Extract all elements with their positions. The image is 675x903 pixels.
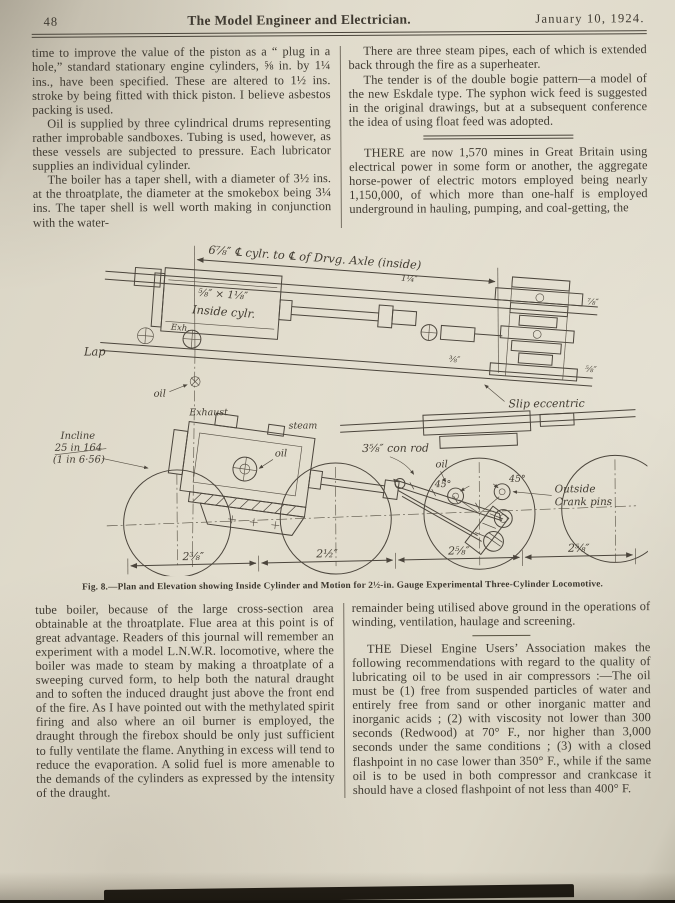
oil-plan-callout [153, 376, 200, 399]
slip-eccentric-label: Slip eccentric [508, 397, 584, 410]
paragraph: tube boiler, because of the large cross-section area obtainable at the throatplate. Flue area at this point is of great advantage. Readers of this journal will remember an experiment with a model L.N.W.R. locomotive, where the boiler was made to steam by making a throatplate of a sweeping curved form, to help both the natural draught and to soften the induced draught just above the front end of the fire. As I have pointed out with the methylated spirit firing and also where an oil burner is employed, the draught through the firebox should be only just sufficient to fully ventilate the flame. Anything in excess will tend to reduce the evaporation. A solid fuel is more amenable to the demands of the cylinders as expressed by the intensity of the draught. [35, 601, 335, 800]
figure-drawing [35, 231, 647, 577]
column-rule [343, 603, 345, 798]
dimension-label: 2⅝″ [447, 544, 470, 557]
top-columns [32, 43, 648, 230]
paragraph: The tender is of the double bogie pattern—a model of the new Eskdale type. The syphon wick feed is suggested in the original drawings, but at a subsequent conference the idea of using float feed was adopted. [348, 71, 647, 129]
oil-label: oil [153, 388, 165, 399]
dimension-label: 2½″ [315, 547, 338, 560]
slip-eccentric-callout [484, 384, 584, 410]
cylinder-size-label: ⅝″ × 1⅛″ [197, 287, 248, 303]
elevation-cylinder [162, 408, 405, 549]
exh-label: Exh. [169, 321, 190, 332]
paragraph: Oil is supplied by three cylindrical drums representing rather improbable sandboxes. Tubing is used, however, as these vessels are subjected to pressure. Each lubricator supplies an individual cylinder. [32, 115, 331, 173]
page-header [32, 10, 647, 30]
header-rule [32, 30, 647, 38]
oil-label: oil [435, 459, 447, 470]
incline-note [52, 430, 147, 468]
steam-label: steam [288, 420, 317, 431]
plan-view [99, 247, 603, 386]
lap-label: Lap [82, 344, 105, 358]
bottom-left-column [35, 601, 335, 800]
fraction-label: ⅜″ [448, 353, 461, 364]
inside-cylinder-label: Inside cylr. [190, 302, 255, 321]
bottom-right-column [352, 599, 652, 798]
con-rod-label: 3⅝″ con rod [362, 441, 429, 454]
page-content [32, 10, 652, 800]
oil-cylinder-callout [258, 448, 286, 468]
issue-date: January 10, 1924. [485, 11, 647, 27]
section-divider [423, 135, 573, 140]
dimension-label: 2⅝″ [566, 541, 589, 554]
figure-block [33, 231, 650, 593]
incline-label: 25 in 164 [53, 442, 101, 453]
crank-pins-label: Crank pins [554, 496, 611, 508]
oil-label: oil [274, 448, 286, 459]
fraction-label: ⅞″ [586, 296, 599, 307]
incline-label: Incline [59, 430, 95, 441]
dimension-label: 2⅜″ [181, 550, 204, 563]
angle-label: 45° [433, 479, 451, 490]
paragraph: time to improve the value of the piston as a “ plug in a hole,” standard stationary engine cylinders, ⅝ in. by 1¼ ins., have been specified. These are altered to 1½ ins. stroke by being fitted with thick piston. I believe asbestos packing is used. [32, 44, 331, 116]
top-right-column [348, 43, 648, 228]
section-divider [472, 635, 530, 636]
paragraph: remainder being utilised above ground in the operations of winding, ventilation, haulage and screening. [352, 599, 651, 629]
paragraph: The boiler has a taper shell, with a diameter of 3½ ins. at the throatplate, the diameter at the smokebox being 3¼ ins. The taper shell is well worth making in conjunction with the water- [33, 171, 332, 229]
exhaust-label: Exhaust [188, 407, 228, 418]
page-number: 48 [32, 14, 114, 30]
crank-pins-label: Outside [554, 483, 595, 495]
fraction-label: ⅝″ [585, 363, 598, 374]
top-left-column [32, 44, 332, 229]
paragraph: There are three steam pipes, each of which is extended back through the fire as a superheater. [348, 43, 647, 73]
column-rule [339, 46, 341, 227]
paragraph: THE Diesel Engine Users’ Association makes the following recommendations with regard to the quality of lubricating oil to be used in air compressors :—The oil must be (1) free from suspended particles of water and entirely free from sand or other inorganic matter and inorganic acids ; (2) with viscosity not lower than 300 seconds (Redwood) at 70° F., nor higher than 3,000 seconds under the same conditions ; (3) with a closed flashpoint in no case lower than 350° F., while if the same oil is to be used in both compressor and crankcase it should have a closed flashpoint of not less than 400° F. [352, 640, 651, 797]
figure-caption: Fig. 8.—Plan and Elevation showing Inside Cylinder and Motion for 2½-in. Gauge Experimental Three-Cylinder Locomotive. [35, 579, 650, 593]
angle-label: 45° [507, 473, 525, 484]
bottom-columns [35, 599, 651, 800]
journal-title: The Model Engineer and Electrician. [114, 11, 485, 29]
photo-background-edge [104, 884, 574, 903]
fraction-label: 1¼″ [400, 272, 418, 283]
dimension-label-top: 6⅞″ ℄ cylr. to ℄ of Drvg. Axle (inside) [208, 242, 422, 271]
incline-label: (1 in 6·56) [52, 454, 104, 465]
crank-pin-detail [433, 473, 612, 514]
paragraph: THERE are now 1,570 mines in Great Britain using electrical power in some form or another, the aggregate horse-power of electric motors employed being nearly 1,150,000, of which more than one-half is employed underground in hauling, pumping, and coal-getting, the [349, 144, 648, 216]
